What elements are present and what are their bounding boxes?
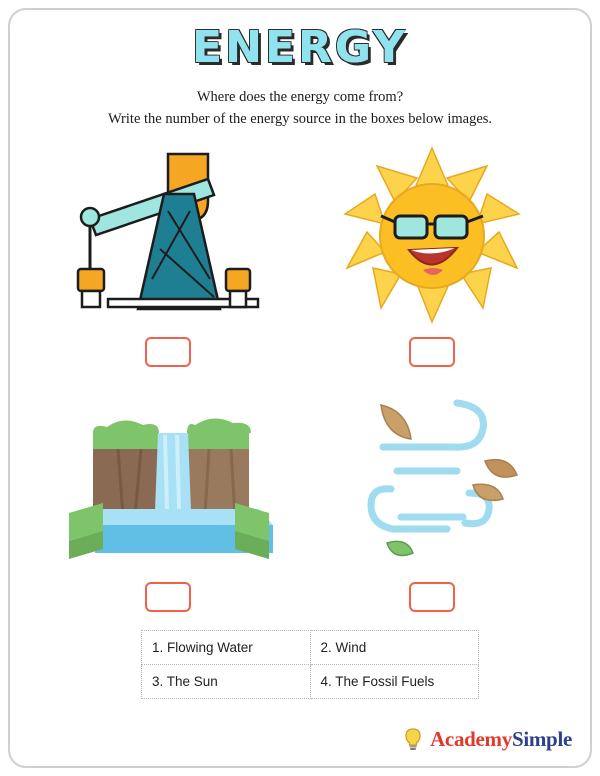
wind-illustration [337, 384, 527, 574]
brand-academy: Academy [430, 726, 512, 751]
worksheet-frame [8, 8, 592, 768]
grid-cell-waterfall [36, 384, 300, 639]
legend-item-flowing-water: 1. Flowing Water [142, 631, 311, 665]
title-container [10, 22, 590, 73]
image-grid [10, 139, 590, 639]
instruction-line-2: Write the number of the energy source in the boxes below images. [107, 110, 493, 127]
waterfall-icon [63, 391, 273, 566]
footer-logo [400, 726, 572, 752]
page-title: ENERGY [192, 22, 408, 73]
legend-table [141, 630, 479, 699]
answer-box-oil-pump[interactable] [145, 337, 191, 367]
instruction-line-1: Where does the energy come from? [196, 89, 404, 105]
grid-cell-sun [300, 139, 564, 384]
lightbulb-icon [400, 726, 426, 752]
answer-box-wind[interactable] [409, 582, 455, 612]
legend-item-wind: 2. Wind [310, 631, 479, 665]
table-row [142, 665, 479, 699]
oil-pump-illustration [68, 139, 268, 329]
grid-cell-wind [300, 384, 564, 639]
grid-cell-oil-pump [36, 139, 300, 384]
instructions [10, 87, 590, 131]
answer-box-waterfall[interactable] [145, 582, 191, 612]
oil-pump-icon [68, 139, 268, 329]
table-row [142, 631, 479, 665]
legend-item-the-sun: 3. The Sun [142, 665, 311, 699]
sun-icon [337, 144, 527, 324]
brand-name [430, 727, 572, 752]
wind-icon [337, 389, 527, 569]
sun-illustration [337, 139, 527, 329]
waterfall-illustration [63, 384, 273, 574]
answer-box-sun[interactable] [409, 337, 455, 367]
legend-item-fossil-fuels: 4. The Fossil Fuels [310, 665, 479, 699]
brand-simple: Simple [511, 726, 572, 751]
